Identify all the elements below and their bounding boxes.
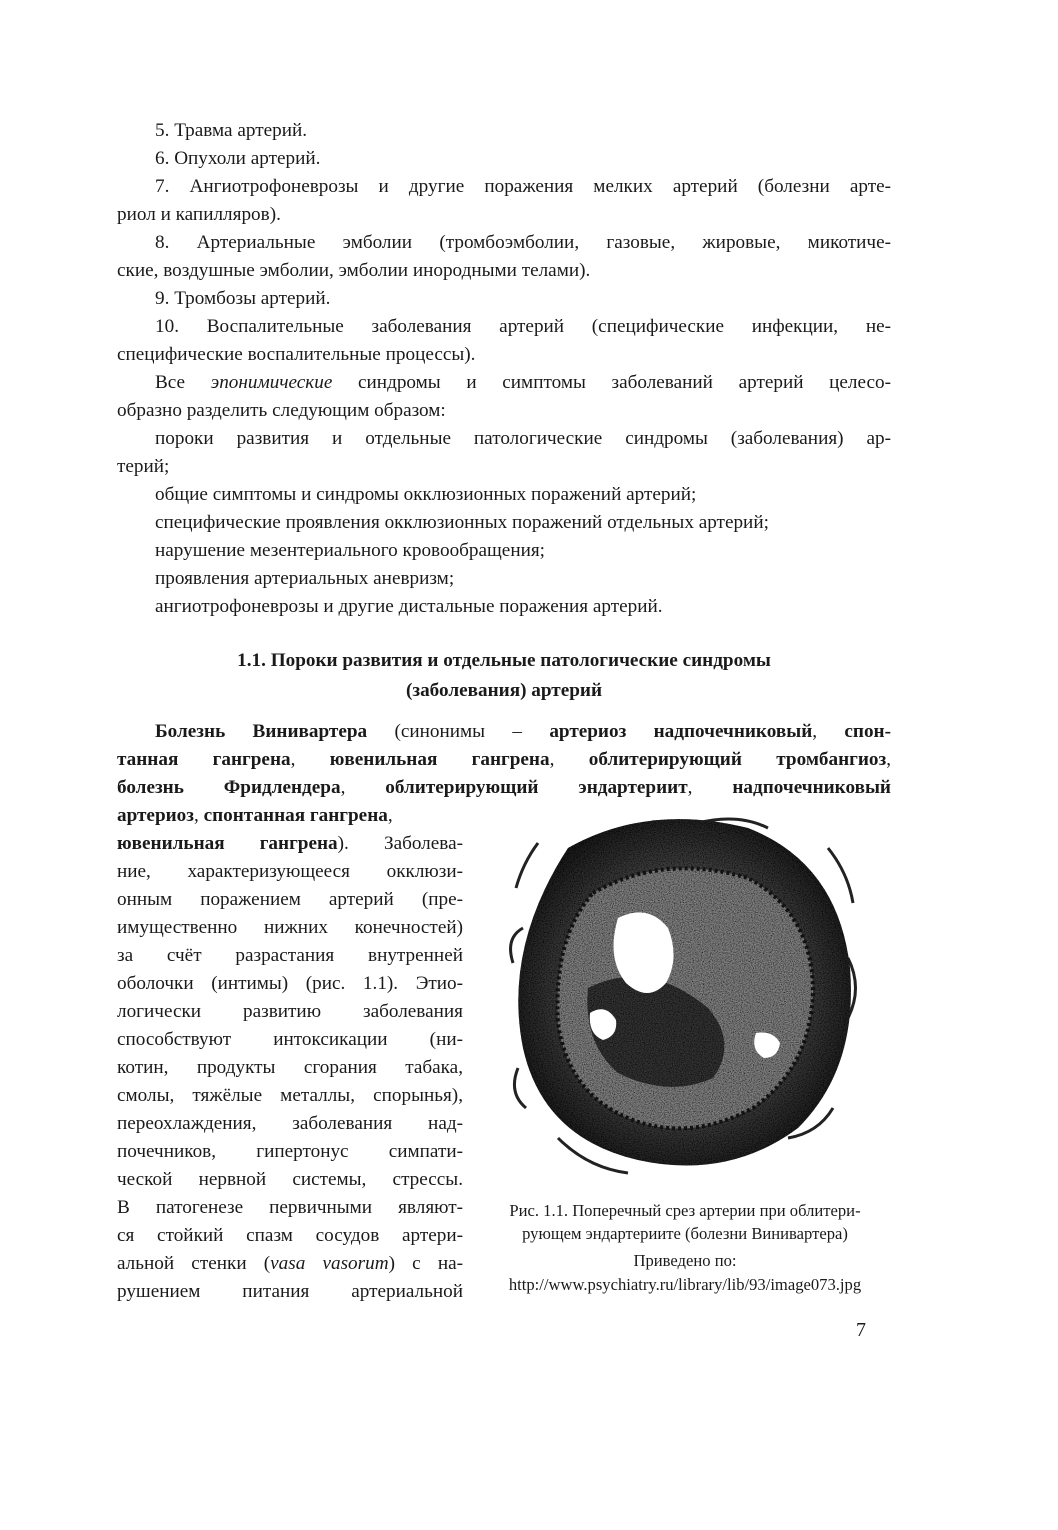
body-line: оболочки (интимы) (рис. 1.1). Этио- <box>117 973 463 994</box>
figure-caption-line2: рующем эндартериите (болезни Винивартера) <box>522 1224 848 1243</box>
intro-paragraph-line: образно разделить следующим образом: <box>117 400 446 421</box>
body-line: болезнь Фридлендера, облитерирующий эндартериит, надпочечниковый <box>117 777 891 798</box>
category-item: проявления артериальных аневризм; <box>155 568 455 589</box>
body-line: В патогенезе первичными являют- <box>117 1197 463 1218</box>
body-line: способствуют интоксикации (ни- <box>117 1029 463 1050</box>
list-item: 9. Тромбозы артерий. <box>155 288 331 309</box>
intro-paragraph-line: Все эпонимические синдромы и симптомы заболеваний артерий целесо- <box>155 372 891 393</box>
list-item: 7. Ангиотрофоневрозы и другие поражения мелких артерий (болезни арте- <box>155 176 891 197</box>
body-line: почечников, гипертонус симпати- <box>117 1141 463 1162</box>
body-line: рушением питания артериальной <box>117 1281 463 1302</box>
body-line: ся стойкий спазм сосудов артери- <box>117 1225 463 1246</box>
category-item: ангиотрофоневрозы и другие дистальные поражения артерий. <box>155 596 663 617</box>
body-line: переохлаждения, заболевания над- <box>117 1113 463 1134</box>
body-line: Болезнь Винивартера (синонимы – артериоз надпочечниковый, спон- <box>155 721 892 742</box>
category-item: общие симптомы и синдромы окклюзионных поражений артерий; <box>155 484 697 505</box>
category-item: специфические проявления окклюзионных поражений отдельных артерий; <box>155 512 769 533</box>
section-heading-line2: (заболевания) артерий <box>405 680 603 701</box>
eponymic-term: эпонимические <box>210 372 333 393</box>
list-item-continuation: ские, воздушные эмболии, эмболии инородными телами). <box>117 260 591 281</box>
body-line: логически развитию заболевания <box>117 1001 463 1022</box>
body-line: онным поражением артерий (пре- <box>117 889 463 910</box>
page-number: 7 <box>856 1319 866 1341</box>
list-item: 10. Воспалительные заболевания артерий (специфические инфекции, не- <box>155 316 891 337</box>
figure-source-label: Приведено по: <box>633 1251 737 1270</box>
list-item-continuation: специфические воспалительные процессы). <box>117 344 476 365</box>
list-item: 6. Опухоли артерий. <box>155 148 321 169</box>
list-item: 8. Артериальные эмболии (тромбоэмболии, газовые, жировые, микотиче- <box>155 232 891 253</box>
figure-source-url: http://www.psychiatry.ru/library/lib/93/image073.jpg <box>508 1275 862 1294</box>
body-line: ювенильная гангрена). Заболева- <box>117 833 463 854</box>
category-item: нарушение мезентериального кровообращения; <box>155 540 546 561</box>
category-item-continuation: терий; <box>117 456 170 477</box>
figure-caption-line1: Рис. 1.1. Поперечный срез артерии при облитери- <box>509 1201 861 1220</box>
body-line: котин, продукты сгорания табака, <box>117 1057 463 1078</box>
body-line: артериоз, спонтанная гангрена, <box>117 805 393 826</box>
body-line: ческой нервной системы, стрессы. <box>117 1169 463 1190</box>
body-line: танная гангрена, ювенильная гангрена, облитерирующий тромбангиоз, <box>117 749 891 770</box>
artery-cross-section-image <box>498 808 873 1190</box>
list-item-continuation: риол и капилляров). <box>117 204 281 225</box>
body-line: ние, характеризующееся окклюзи- <box>117 861 463 882</box>
section-heading-line1: 1.1. Пороки развития и отдельные патологические синдромы <box>237 650 771 671</box>
body-line: альной стенки (vasa vasorum) с на- <box>117 1253 463 1274</box>
body-line: смолы, тяжёлые металлы, спорынья), <box>117 1085 463 1106</box>
body-line: за счёт разрастания внутренней <box>117 945 463 966</box>
category-item: пороки развития и отдельные патологические синдромы (заболевания) ар- <box>155 428 891 449</box>
list-item: 5. Травма артерий. <box>155 120 308 141</box>
body-line: имущественно нижних конечностей) <box>117 917 463 938</box>
